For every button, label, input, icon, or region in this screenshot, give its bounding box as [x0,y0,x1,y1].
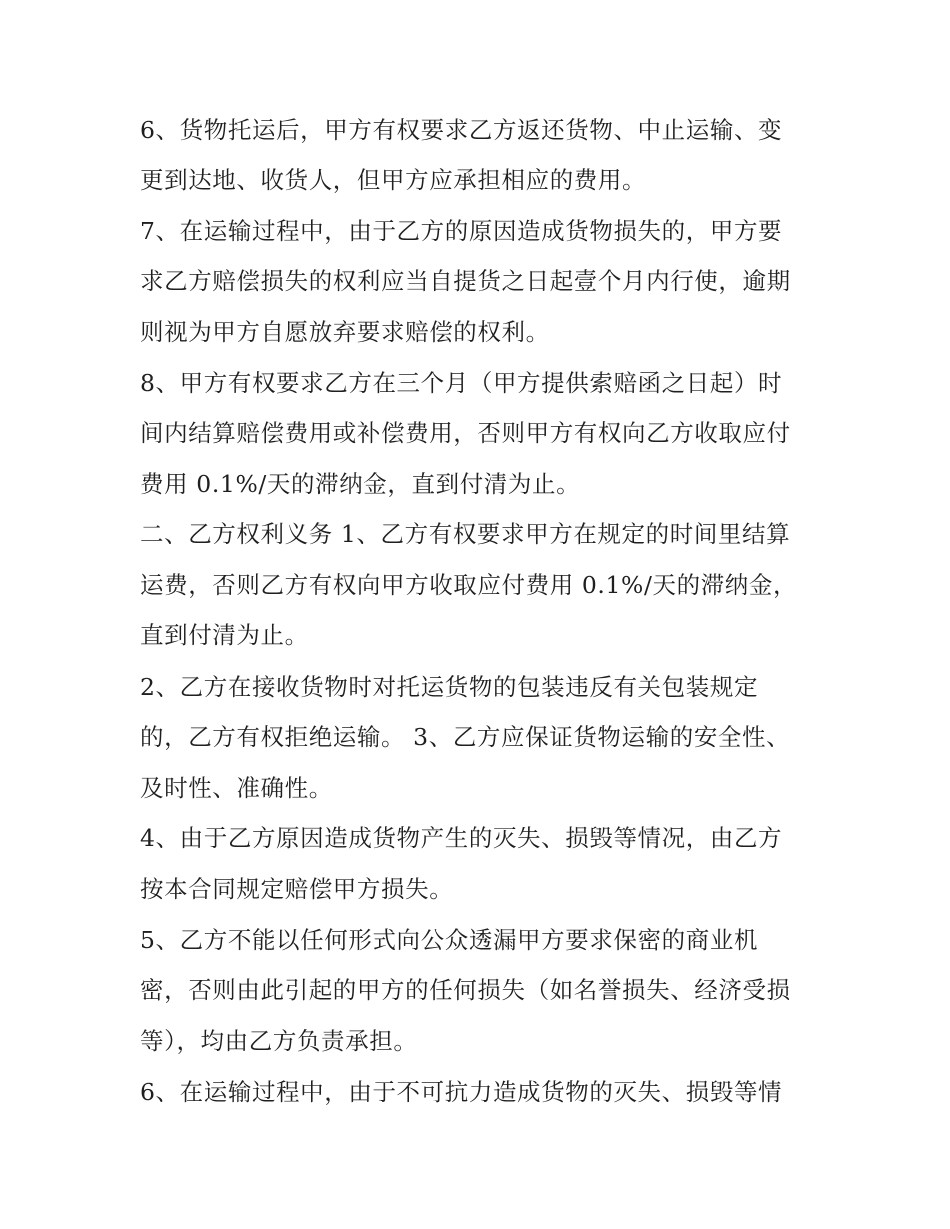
text-line: 2、乙方在接收货物时对托运货物的包装违反有关包装规定 [140,673,759,701]
text-line: 4、由于乙方原因造成货物产生的灭失、损毁等情况，由乙方 [140,824,783,852]
text-line: 6、货物托运后，甲方有权要求乙方返还货物、中止运输、变 [140,116,783,144]
text-line: 二、乙方权利义务 1、乙方有权要求甲方在规定的时间里结算 [140,520,791,548]
text-line: 则视为甲方自愿放弃要求赔偿的权利。 [140,318,550,346]
text-line: 7、在运输过程中，由于乙方的原因造成货物损失的，甲方要 [140,217,783,245]
text-line: 直到付清为止。 [140,621,309,649]
text-line: 费用 0.1%/天的滞纳金，直到付清为止。 [140,470,581,498]
text-line: 运费，否则乙方有权向甲方收取应付费用 0.1%/天的滞纳金， [140,571,798,599]
text-line: 8、甲方有权要求乙方在三个月（甲方提供索赔函之日起）时 [140,369,783,397]
text-line: 密，否则由此引起的甲方的任何损失（如名誉损失、经济受损 [140,976,791,1004]
text-line: 按本合同规定赔偿甲方损失。 [140,875,454,903]
text-line: 间内结算赔偿费用或补偿费用，否则甲方有权向乙方收取应付 [140,419,791,447]
text-line: 等），均由乙方负责承担。 [140,1027,418,1055]
text-line: 及时性、准确性。 [140,774,333,802]
text-line: 求乙方赔偿损失的权利应当自提货之日起壹个月内行使，逾期 [140,267,791,295]
text-line: 5、乙方不能以任何形式向公众透漏甲方要求保密的商业机 [140,926,759,954]
text-line: 更到达地、收货人，但甲方应承担相应的费用。 [140,166,647,194]
text-line: 的，乙方有权拒绝运输。 3、乙方应保证货物运输的安全性、 [140,723,791,751]
text-line: 6、在运输过程中，由于不可抗力造成货物的灭失、损毁等情 [140,1078,783,1106]
